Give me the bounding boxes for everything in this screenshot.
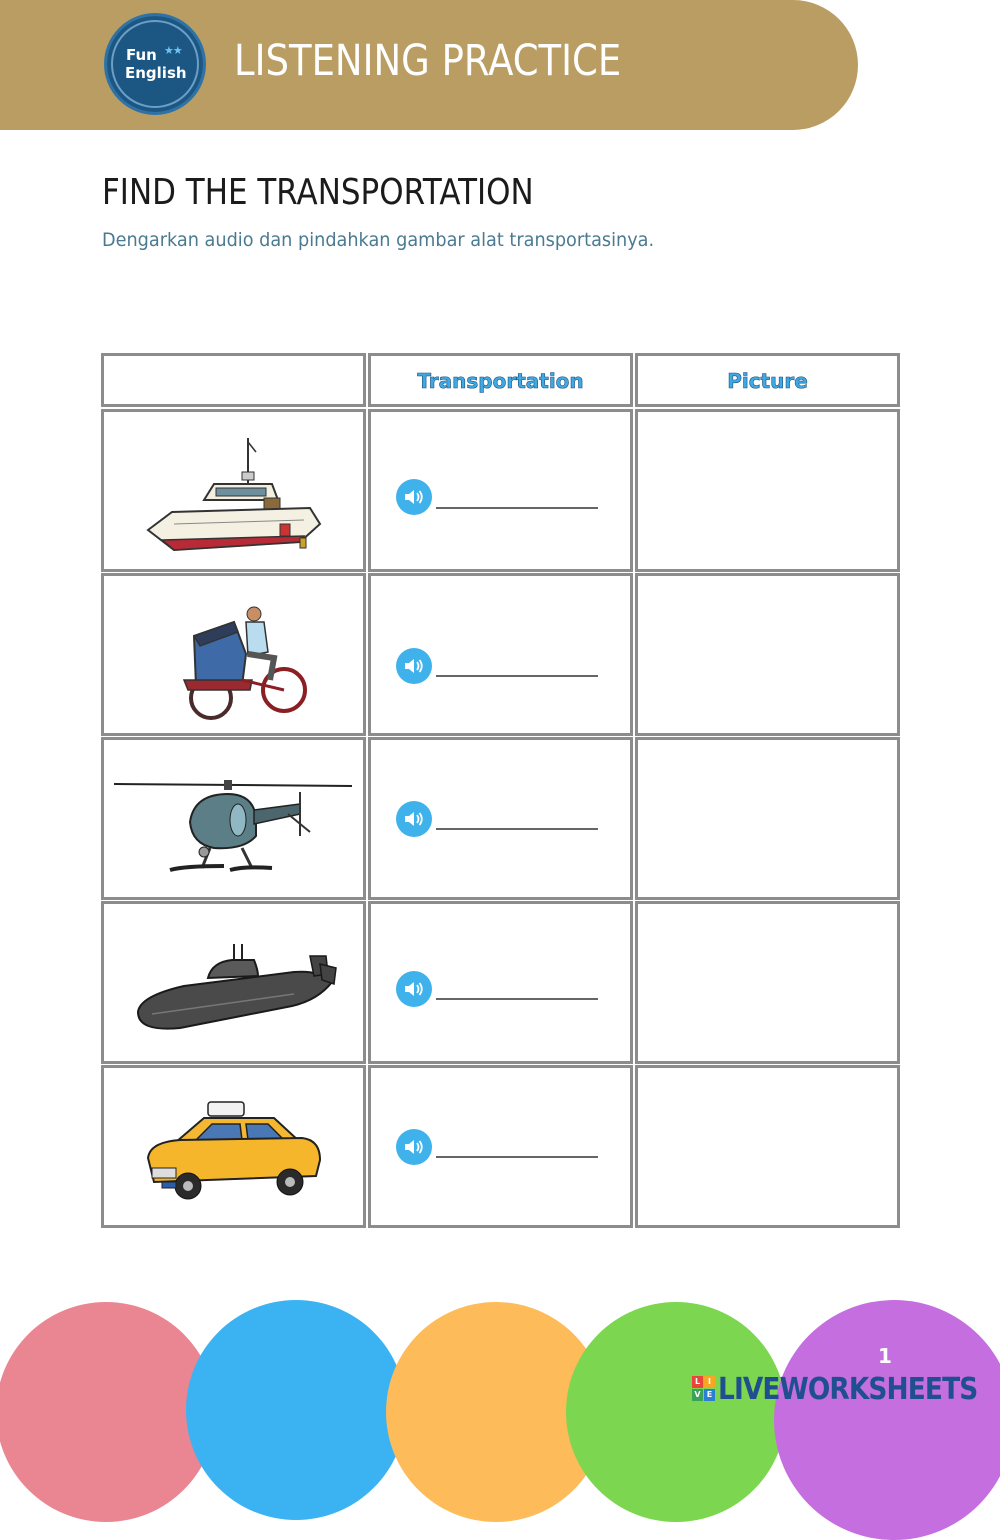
boat-icon (104, 412, 363, 569)
table-row-3-image-cell (101, 737, 366, 900)
table-row-5-picture-dropzone[interactable] (635, 1065, 900, 1228)
table-row-3-picture-dropzone[interactable] (635, 737, 900, 900)
audio-play-button-5[interactable] (396, 1129, 432, 1165)
table-row-3-transportation-cell (368, 737, 633, 900)
speaker-icon (403, 809, 425, 829)
table-row-1-transportation-cell (368, 409, 633, 572)
table-row-4-image-cell (101, 901, 366, 1064)
grid-letter-e: E (704, 1389, 715, 1401)
footer-blob-blue (186, 1300, 406, 1520)
column-header-picture: Picture (727, 369, 808, 393)
audio-play-button-4[interactable] (396, 971, 432, 1007)
table-row-4-transportation-cell (368, 901, 633, 1064)
grid-letter-i: I (704, 1376, 715, 1388)
speaker-icon (403, 487, 425, 507)
logo-text-english: English (125, 64, 187, 82)
table-row-1-image-cell (101, 409, 366, 572)
page-number: 1 (878, 1344, 892, 1368)
speaker-icon (403, 979, 425, 999)
grid-letter-v: V (692, 1389, 703, 1401)
table-row-2-picture-dropzone[interactable] (635, 573, 900, 736)
grid-letter-l: L (692, 1376, 703, 1388)
taxi-icon (104, 1068, 363, 1225)
table-header-transportation (368, 353, 633, 407)
table-row-1-picture-dropzone[interactable] (635, 409, 900, 572)
helicopter-icon (104, 740, 363, 897)
banner-title: LISTENING PRACTICE (234, 36, 622, 86)
table-row-5-transportation-cell (368, 1065, 633, 1228)
footer-blob-purple (774, 1300, 1000, 1540)
logo-text-fun: Fun (126, 46, 157, 64)
footer-blob-green (566, 1302, 786, 1522)
answer-line-1[interactable] (436, 507, 598, 509)
speaker-icon (403, 1137, 425, 1157)
table-row-5-image-cell (101, 1065, 366, 1228)
instruction-text: Dengarkan audio dan pindahkan gambar alat transportasinya. (102, 229, 655, 251)
audio-play-button-2[interactable] (396, 648, 432, 684)
answer-line-4[interactable] (436, 998, 598, 1000)
answer-line-2[interactable] (436, 675, 598, 677)
liveworksheets-brand-text: LIVEWORKSHEETS (718, 1372, 978, 1407)
answer-line-5[interactable] (436, 1156, 598, 1158)
fun-english-logo (104, 13, 206, 115)
table-row-2-image-cell (101, 573, 366, 736)
logo-stars-icon: ★★ (164, 44, 182, 57)
audio-play-button-1[interactable] (396, 479, 432, 515)
column-header-transportation: Transportation (417, 369, 584, 393)
pedicab-icon (104, 576, 363, 733)
audio-play-button-3[interactable] (396, 801, 432, 837)
speaker-icon (403, 656, 425, 676)
table-header-picture (635, 353, 900, 407)
page-heading: FIND THE TRANSPORTATION (102, 172, 534, 213)
table-header-empty (101, 353, 366, 407)
table-row-2-transportation-cell (368, 573, 633, 736)
table-row-4-picture-dropzone[interactable] (635, 901, 900, 1064)
answer-line-3[interactable] (436, 828, 598, 830)
submarine-icon (104, 904, 363, 1061)
footer-blob-pink (0, 1302, 216, 1522)
liveworksheets-grid-icon (692, 1376, 716, 1402)
